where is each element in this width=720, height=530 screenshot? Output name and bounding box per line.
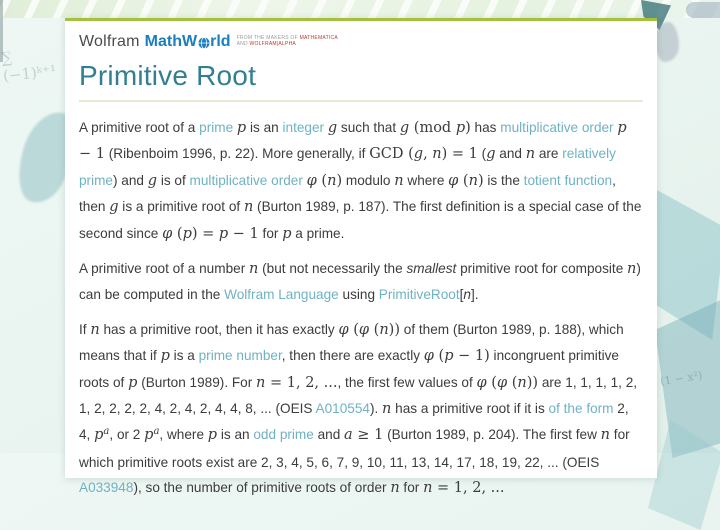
text-run: ( <box>348 321 359 338</box>
text-run: ( <box>486 374 497 391</box>
text-run: where <box>403 172 449 188</box>
text-run: ) = 1 <box>441 146 478 163</box>
inline-link[interactable]: A033948 <box>79 480 134 496</box>
text-run: incongruent primitive roots of <box>79 348 619 390</box>
text-run: p <box>444 348 454 365</box>
text-run: (Ribenboim 1996, p. 22). More generally, if <box>104 146 370 162</box>
article-card <box>65 18 657 497</box>
text-run: a <box>153 426 160 438</box>
text-run: ) <box>336 172 343 189</box>
inline-link[interactable]: prime number <box>198 348 282 364</box>
text-run: ) and <box>113 172 148 188</box>
text-run: g <box>327 120 338 136</box>
text-run: is the <box>483 172 524 188</box>
text-run: , then there are exactly <box>281 348 424 364</box>
inline-link[interactable]: relatively prime <box>79 146 616 188</box>
text-run: )) <box>526 374 539 391</box>
inline-link[interactable]: integer <box>282 120 325 135</box>
text-run: (mod <box>409 120 456 136</box>
background-cloud-shape <box>686 2 720 18</box>
text-run: a <box>103 426 110 438</box>
text-run: ) = <box>191 225 219 242</box>
text-run: If <box>79 321 91 337</box>
text-run: g <box>413 146 424 163</box>
text-run: of them (Burton 1989, p. 188), which means that if <box>79 321 624 364</box>
text-run: ( <box>458 172 469 189</box>
text-run: (but not necessarily the <box>258 261 407 277</box>
text-run: is an <box>246 120 283 135</box>
background-wing-shape-topright <box>655 22 679 62</box>
text-run: ) can be computed in the <box>79 261 641 303</box>
text-run: modulo <box>342 172 395 188</box>
text-run: for <box>258 225 283 241</box>
text-run: primitive root for composite <box>456 261 628 277</box>
text-run: p <box>236 120 247 136</box>
text-run: φ <box>423 348 434 365</box>
inline-link[interactable]: odd prime <box>253 427 314 443</box>
text-run: p <box>218 225 229 242</box>
text-run: n <box>517 374 527 391</box>
text-run: φ <box>476 374 487 391</box>
logo-tagline <box>237 35 338 47</box>
tagline-line1-brand: MATHEMATICA <box>299 35 338 41</box>
paragraph-wolfram-language <box>79 256 643 308</box>
text-run: ( <box>433 348 445 365</box>
text-run: n <box>394 172 404 189</box>
text-run: and <box>495 146 526 162</box>
text-run: = 1, 2, ... <box>265 374 338 391</box>
text-run: p <box>128 374 138 391</box>
text-run: φ <box>448 172 459 189</box>
text-run: p <box>207 427 218 444</box>
text-run: n <box>249 261 259 278</box>
text-run: is of <box>157 172 190 188</box>
text-run: A primitive root of a <box>79 120 200 135</box>
text-run: n <box>243 199 254 216</box>
text-run: is an <box>217 427 254 443</box>
inline-link[interactable]: multiplicative order <box>500 120 614 135</box>
text-run: 2, 4, <box>79 401 629 443</box>
page-title: Primitive Root <box>79 60 257 91</box>
inline-link[interactable]: A010554 <box>315 401 370 417</box>
text-run: g <box>486 146 496 163</box>
text-run: n <box>379 321 389 338</box>
background-formula-left: ∑ (−1)ᵏ⁺¹ <box>0 48 57 86</box>
text-run: g <box>147 172 158 189</box>
text-run: n <box>525 146 536 163</box>
text-run: are 1, 1, 1, 1, 2, 1, 2, 2, 2, 2, 4, 2, 4, 2, 4, 4, 8, ... (OEIS <box>79 374 638 417</box>
background-formula-right: (1 − x²) <box>659 368 704 389</box>
inline-link[interactable]: prime <box>199 120 234 135</box>
text-run: φ <box>162 225 173 242</box>
logo-mathworld-prefix: MathW <box>144 33 198 50</box>
text-run: − 1) <box>453 348 490 365</box>
text-run: p <box>455 120 466 136</box>
text-run: , <box>423 146 433 163</box>
text-run: , where <box>159 427 208 443</box>
text-run: p <box>182 225 192 242</box>
text-run: such that <box>337 120 400 135</box>
text-run: has a primitive root, then it has exactly <box>99 321 339 337</box>
text-run: p <box>94 427 104 444</box>
text-run: ) <box>465 120 471 136</box>
tagline-line2-brand: WOLFRAM|ALPHA <box>249 41 297 47</box>
text-run: n <box>600 427 611 444</box>
tagline-line1-prefix: FROM THE MAKERS OF <box>236 35 298 41</box>
text-run: [ <box>459 287 464 303</box>
text-run: ]. <box>470 287 479 303</box>
text-run: )) <box>388 321 400 338</box>
inline-link[interactable]: multiplicative order <box>189 172 303 188</box>
text-run: for <box>399 480 424 496</box>
text-run: (Burton 1989, p. 204). The first few <box>383 427 601 443</box>
title-divider <box>79 100 643 102</box>
text-run: ( <box>477 146 487 162</box>
mathworld-logo[interactable] <box>79 33 643 51</box>
text-run: ( <box>369 321 380 338</box>
globe-icon <box>198 37 210 49</box>
text-run: has a primitive root if it is <box>391 401 549 417</box>
text-run: φ <box>338 321 349 338</box>
text-run: is a primitive root of <box>118 199 244 215</box>
text-run: n <box>627 261 637 278</box>
text-run: φ <box>496 374 508 391</box>
text-run: and <box>313 427 345 443</box>
logo-wolfram-text: Wolfram <box>79 33 140 50</box>
text-run: a prime. <box>291 225 345 241</box>
top-gradient-band-decoration <box>0 0 720 18</box>
text-run: − 1 <box>79 146 105 163</box>
text-run: , the first few values of <box>337 374 477 390</box>
text-run: − 1 <box>228 225 259 242</box>
text-run: smallest <box>406 261 457 277</box>
text-run: A primitive root of a number <box>79 261 249 277</box>
text-run: ). <box>369 401 383 417</box>
inline-link[interactable]: Wolfram Language <box>224 287 339 303</box>
text-run: are <box>535 146 563 162</box>
text-run: n <box>390 480 400 497</box>
text-run: p <box>144 427 154 444</box>
text-run: φ <box>358 321 370 338</box>
text-run: n <box>90 321 100 338</box>
text-run: n <box>468 172 478 189</box>
text-run: ( <box>507 374 518 391</box>
tagline-line2-prefix: AND <box>236 41 248 47</box>
text-run: using <box>338 287 379 303</box>
text-run: for which primitive roots exist are 2, 3, 4, 5, 6, 7, 9, 10, 11, 13, 14, 17, 18, 19, 22, ... (OEIS <box>79 427 630 470</box>
text-run: g <box>399 120 410 136</box>
text-run: n <box>327 172 337 189</box>
text-run: g <box>109 199 119 216</box>
text-run: n <box>256 374 266 391</box>
text-run: a <box>344 427 353 444</box>
text-run: = 1, 2, ... <box>432 480 505 497</box>
paragraph-definition <box>79 115 643 247</box>
text-run: p <box>617 120 627 136</box>
text-run: has <box>470 120 501 135</box>
logo-mathworld-text <box>145 33 231 51</box>
text-run: (Burton 1989). For <box>137 374 257 390</box>
text-run: p <box>160 348 170 365</box>
text-run: , or 2 <box>109 427 145 443</box>
text-run: ) <box>477 172 484 189</box>
text-run: ), so the number of primitive roots of order <box>133 480 391 496</box>
text-run: ( <box>172 225 183 242</box>
text-run: n <box>463 287 471 303</box>
text-run: n <box>423 480 433 497</box>
inline-link[interactable]: totient function <box>523 172 613 188</box>
text-run: (Burton 1989, p. 187). The first definition is a special case of the second since <box>79 199 642 241</box>
inline-link[interactable]: PrimitiveRoot <box>378 287 460 303</box>
text-run: is a <box>169 348 199 364</box>
text-run: ≥ 1 <box>352 427 384 444</box>
text-run: φ <box>306 172 317 189</box>
text-run: GCD ( <box>369 146 414 163</box>
logo-mathworld-suffix: rld <box>210 33 231 50</box>
inline-link[interactable]: of the form <box>548 401 614 417</box>
text-run: ( <box>316 172 328 189</box>
text-run: n <box>382 401 392 418</box>
text-run: n <box>432 146 442 163</box>
text-run: , then <box>79 172 616 215</box>
text-run: p <box>282 225 292 242</box>
paragraph-counts <box>79 317 643 502</box>
